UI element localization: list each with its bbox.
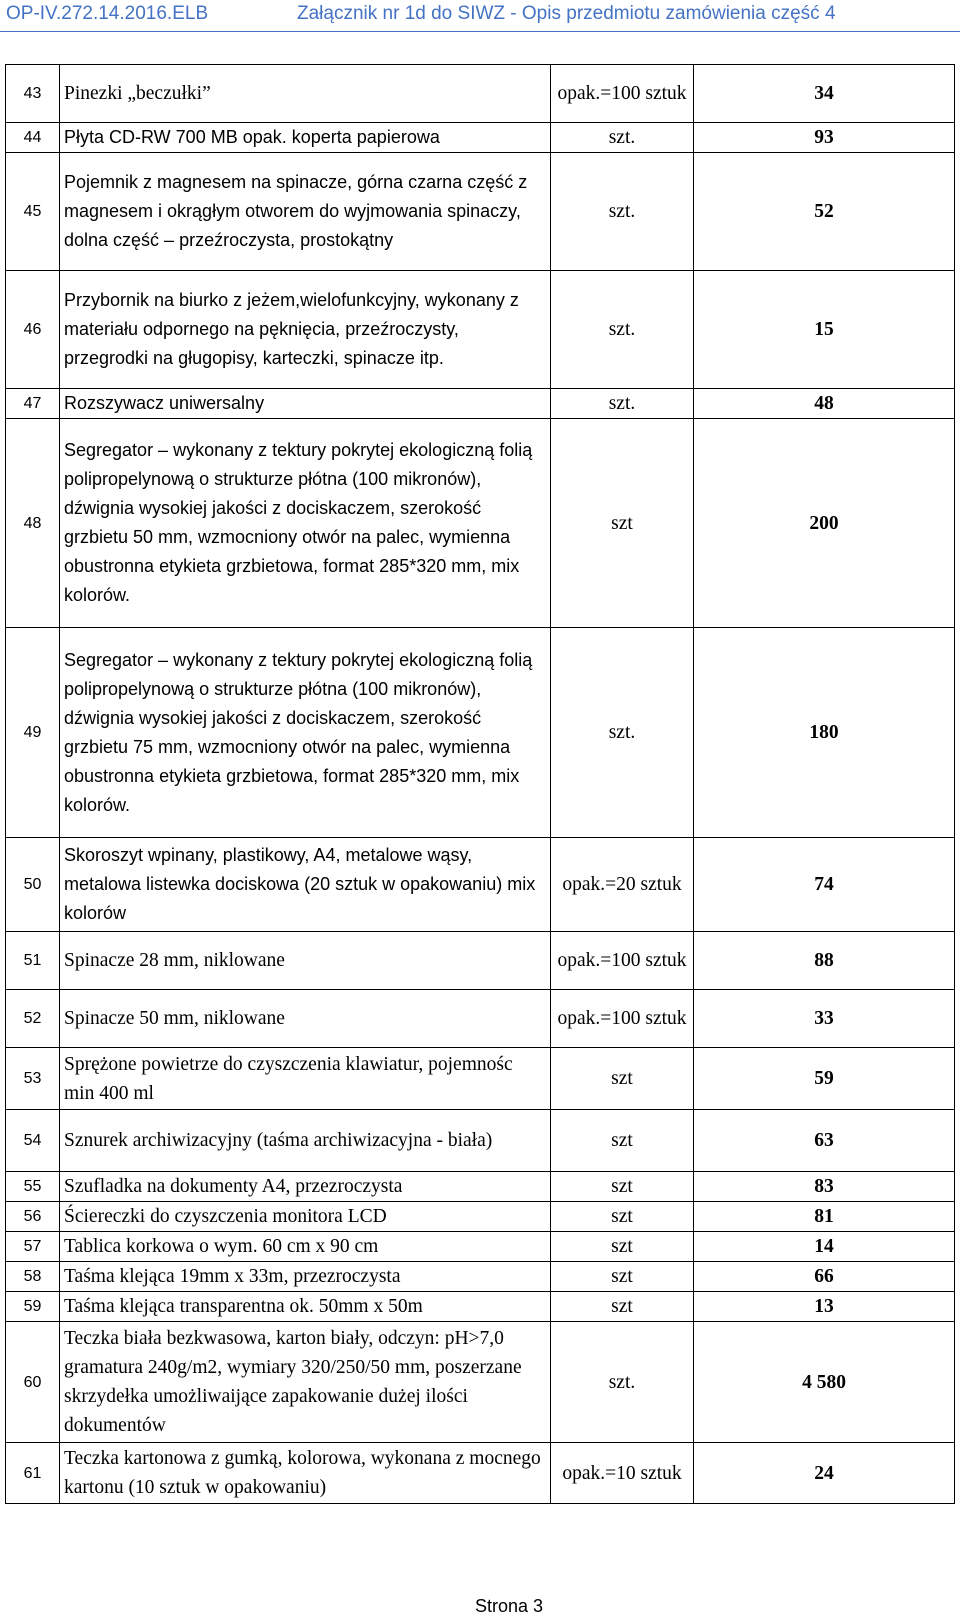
table-row bbox=[6, 838, 955, 932]
item-quantity: 34 bbox=[694, 65, 955, 123]
table-row bbox=[6, 65, 955, 123]
item-name: Segregator – wykonany z tektury pokrytej ekologiczną folią polipropelynową o strukturze płótna (100 mikronów), dźwignia wysokiej jakości z dociskaczem, szerokość grzbietu 50 mm, wzmocniony otwór na palec, wymienna obustronna etykieta grzbietowa, format 285*320 mm, mix kolorów. bbox=[60, 419, 551, 628]
page-header bbox=[0, 0, 960, 30]
table-row bbox=[6, 1110, 955, 1172]
table-row bbox=[6, 419, 955, 628]
item-quantity: 15 bbox=[694, 271, 955, 389]
table-row bbox=[6, 1292, 955, 1322]
item-unit: opak.=100 sztuk bbox=[551, 990, 694, 1048]
row-number: 60 bbox=[6, 1322, 60, 1443]
item-quantity: 13 bbox=[694, 1292, 955, 1322]
table-row bbox=[6, 932, 955, 990]
item-name: Przybornik na biurko z jeżem,wielofunkcyjny, wykonany z materiału odpornego na pęknięcia, przeźroczysty, przegrodki na gługopisy, karteczki, spinacze itp. bbox=[60, 271, 551, 389]
row-number: 43 bbox=[6, 65, 60, 123]
table-row bbox=[6, 153, 955, 271]
item-name: Tablica korkowa o wym. 60 cm x 90 cm bbox=[60, 1232, 551, 1262]
item-name: Pojemnik z magnesem na spinacze, górna czarna część z magnesem i okrągłym otworem do wyjmowania spinaczy, dolna część – przeźroczysta, prostokątny bbox=[60, 153, 551, 271]
item-name: Spinacze 28 mm, niklowane bbox=[60, 932, 551, 990]
row-number: 50 bbox=[6, 838, 60, 932]
item-quantity: 24 bbox=[694, 1443, 955, 1504]
row-number: 49 bbox=[6, 628, 60, 838]
row-number: 59 bbox=[6, 1292, 60, 1322]
row-number: 51 bbox=[6, 932, 60, 990]
item-name: Taśma klejąca 19mm x 33m, przezroczysta bbox=[60, 1262, 551, 1292]
item-name: Ściereczki do czyszczenia monitora LCD bbox=[60, 1202, 551, 1232]
table-row bbox=[6, 1202, 955, 1232]
item-name: Szufladka na dokumenty A4, przezroczysta bbox=[60, 1172, 551, 1202]
item-quantity: 93 bbox=[694, 123, 955, 153]
item-name: Teczka kartonowa z gumką, kolorowa, wykonana z mocnego kartonu (10 sztuk w opakowaniu) bbox=[60, 1443, 551, 1504]
page-number: Strona 3 bbox=[474, 1596, 544, 1616]
item-unit: szt bbox=[551, 1232, 694, 1262]
item-unit: opak.=100 sztuk bbox=[551, 932, 694, 990]
item-unit: opak.=20 sztuk bbox=[551, 838, 694, 932]
row-number: 46 bbox=[6, 271, 60, 389]
row-number: 56 bbox=[6, 1202, 60, 1232]
table-row bbox=[6, 389, 955, 419]
table-row bbox=[6, 1262, 955, 1292]
item-name: Pinezki „beczułki” bbox=[60, 65, 551, 123]
item-quantity: 59 bbox=[694, 1048, 955, 1110]
table-row bbox=[6, 990, 955, 1048]
item-quantity: 180 bbox=[694, 628, 955, 838]
table-row bbox=[6, 123, 955, 153]
item-unit: szt. bbox=[551, 628, 694, 838]
item-name: Sprężone powietrze do czyszczenia klawiatur, pojemnośc min 400 ml bbox=[60, 1048, 551, 1110]
item-quantity: 14 bbox=[694, 1232, 955, 1262]
item-quantity: 52 bbox=[694, 153, 955, 271]
row-number: 55 bbox=[6, 1172, 60, 1202]
item-unit: szt. bbox=[551, 271, 694, 389]
table-row bbox=[6, 1232, 955, 1262]
header-rule bbox=[0, 31, 960, 32]
row-number: 44 bbox=[6, 123, 60, 153]
item-name: Segregator – wykonany z tektury pokrytej ekologiczną folią polipropelynową o strukturze płótna (100 mikronów), dźwignia wysokiej jakości z dociskaczem, szerokość grzbietu 75 mm, wzmocniony otwór na palec, wymienna obustronna etykieta grzbietowa, format 285*320 mm, mix kolorów. bbox=[60, 628, 551, 838]
items-table bbox=[5, 64, 955, 1504]
item-quantity: 83 bbox=[694, 1172, 955, 1202]
item-unit: szt bbox=[551, 1262, 694, 1292]
row-number: 47 bbox=[6, 389, 60, 419]
table-row bbox=[6, 1443, 955, 1504]
item-name: Płyta CD-RW 700 MB opak. koperta papierowa bbox=[60, 123, 551, 153]
row-number: 53 bbox=[6, 1048, 60, 1110]
item-unit: szt. bbox=[551, 1322, 694, 1443]
row-number: 58 bbox=[6, 1262, 60, 1292]
item-quantity: 63 bbox=[694, 1110, 955, 1172]
row-number: 57 bbox=[6, 1232, 60, 1262]
item-unit: szt. bbox=[551, 389, 694, 419]
item-unit: opak.=10 sztuk bbox=[551, 1443, 694, 1504]
item-unit: opak.=100 sztuk bbox=[551, 65, 694, 123]
item-quantity: 200 bbox=[694, 419, 955, 628]
document-title: Załącznik nr 1d do SIWZ - Opis przedmiotu zamówienia część 4 bbox=[297, 3, 836, 24]
item-name: Spinacze 50 mm, niklowane bbox=[60, 990, 551, 1048]
item-unit: szt. bbox=[551, 153, 694, 271]
row-number: 48 bbox=[6, 419, 60, 628]
item-unit: szt. bbox=[551, 123, 694, 153]
row-number: 52 bbox=[6, 990, 60, 1048]
item-name: Skoroszyt wpinany, plastikowy, A4, metalowe wąsy, metalowa listewka dociskowa (20 sztuk w opakowaniu) mix kolorów bbox=[60, 838, 551, 932]
item-name: Sznurek archiwizacyjny (taśma archiwizacyjna - biała) bbox=[60, 1110, 551, 1172]
item-quantity: 33 bbox=[694, 990, 955, 1048]
item-unit: szt bbox=[551, 419, 694, 628]
page-footer bbox=[0, 1596, 960, 1617]
table-row bbox=[6, 1172, 955, 1202]
item-name: Rozszywacz uniwersalny bbox=[60, 389, 551, 419]
item-quantity: 88 bbox=[694, 932, 955, 990]
item-quantity: 81 bbox=[694, 1202, 955, 1232]
item-unit: szt bbox=[551, 1110, 694, 1172]
item-quantity: 48 bbox=[694, 389, 955, 419]
item-name: Teczka biała bezkwasowa, karton biały, odczyn: pH>7,0 gramatura 240g/m2, wymiary 320/250/50 mm, poszerzane skrzydełka umożliwaijące zapakowanie dużej ilości dokumentów bbox=[60, 1322, 551, 1443]
item-quantity: 4 580 bbox=[694, 1322, 955, 1443]
table-row bbox=[6, 1048, 955, 1110]
table-row bbox=[6, 271, 955, 389]
item-unit: szt bbox=[551, 1048, 694, 1110]
item-name: Taśma klejąca transparentna ok. 50mm x 50m bbox=[60, 1292, 551, 1322]
table-row bbox=[6, 1322, 955, 1443]
item-unit: szt bbox=[551, 1172, 694, 1202]
document-code: OP-IV.272.14.2016.ELB bbox=[6, 3, 209, 24]
item-unit: szt bbox=[551, 1202, 694, 1232]
row-number: 61 bbox=[6, 1443, 60, 1504]
item-quantity: 74 bbox=[694, 838, 955, 932]
item-quantity: 66 bbox=[694, 1262, 955, 1292]
row-number: 45 bbox=[6, 153, 60, 271]
item-unit: szt bbox=[551, 1292, 694, 1322]
row-number: 54 bbox=[6, 1110, 60, 1172]
table-row bbox=[6, 628, 955, 838]
